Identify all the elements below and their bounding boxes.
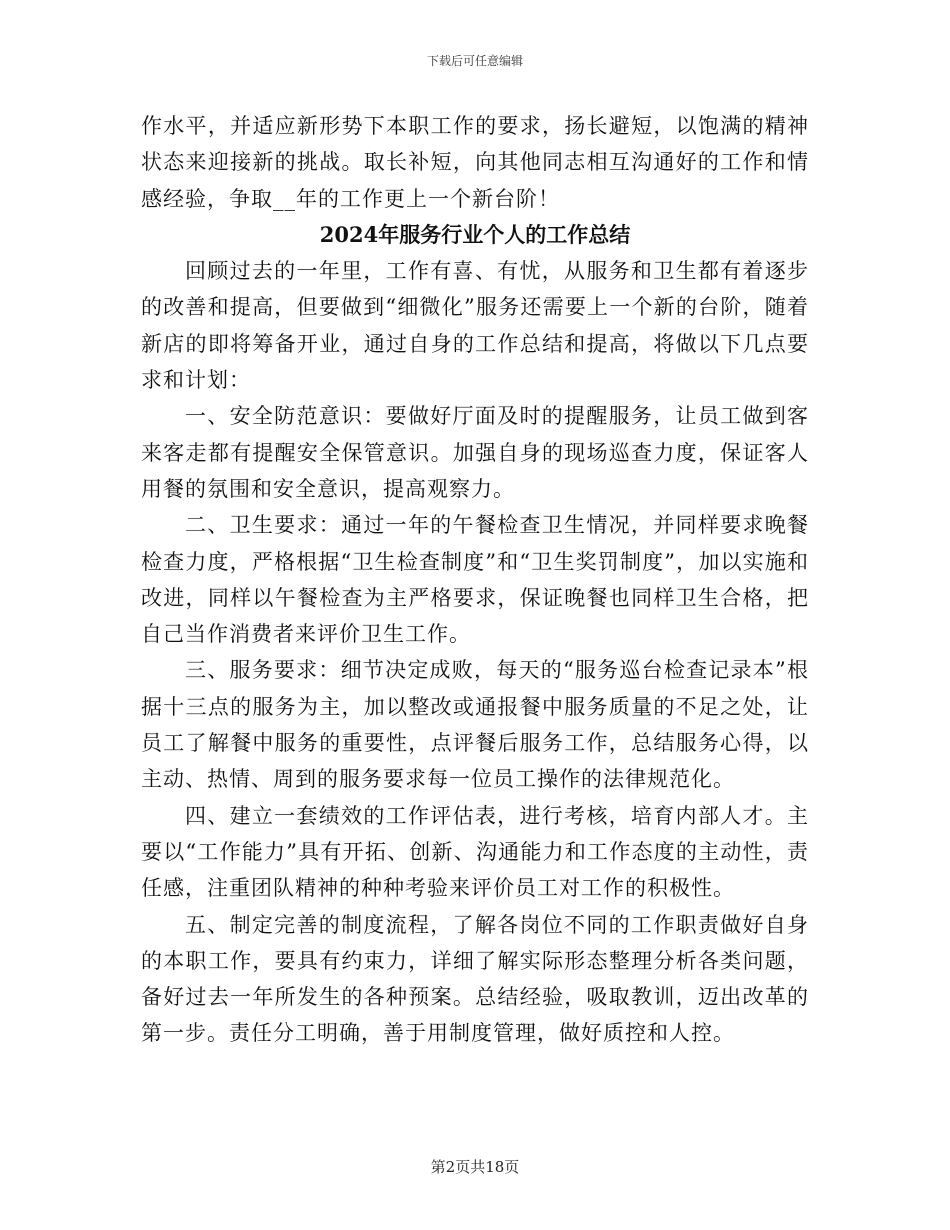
paragraph-hygiene: 二、卫生要求：通过一年的午餐检查卫生情况，并同样要求晚餐检查力度，严格根据“卫生检查制度”和“卫生奖罚制度”，加以实施和改进，同样以午餐检查为主严格要求，保证晚餐也同样卫生合格，把自己当作消费者来评价卫生工作。	[141, 513, 809, 647]
paragraph-safety: 一、安全防范意识：要做好厅面及时的提醒服务，让员工做到客来客走都有提醒安全保管意识。加强自身的现场巡查力度，保证客人用餐的氛围和安全意识，提高观察力。	[141, 404, 809, 501]
document-body	[141, 108, 809, 1052]
paragraph-evaluation: 四、建立一套绩效的工作评估表，进行考核，培育内部人才。主要以“工作能力”具有开拓、创新、沟通能力和工作态度的主动性，责任感，注重团队精神的种种考验来评价员工对工作的积极性。	[141, 803, 809, 901]
paragraph-review: 回顾过去的一年里，工作有喜、有忧，从服务和卫生都有着逐步的改善和提高，但要做到“细微化”服务还需要上一个新的台阶，随着新店的即将筹备开业，通过自身的工作总结和提高，将做以下几点要求和计划：	[141, 259, 809, 393]
page-number: 第2页共18页	[430, 1158, 520, 1176]
page-header-note: 下载后可任意编辑	[426, 54, 523, 68]
paragraph-service: 三、服务要求：细节决定成败，每天的“服务巡台检查记录本”根据十三点的服务为主，加以整改或通报餐中服务质量的不足之处，让员工了解餐中服务的重要性，点评餐后服务工作，总结服务心得，以主动、热情、周到的服务要求每一位员工操作的法律规范化。	[141, 658, 809, 792]
intro-paragraph: 作水平，并适应新形势下本职工作的要求，扬长避短，以饱满的精神状态来迎接新的挑战。取长补短，向其他同志相互沟通好的工作和情感经验，争取__年的工作更上一个新台阶！	[141, 114, 809, 211]
section-title: 2024年服务行业个人的工作总结	[319, 221, 631, 247]
paragraph-process: 五、制定完善的制度流程，了解各岗位不同的工作职责做好自身的本职工作，要具有约束力，详细了解实际形态整理分析各类问题，备好过去一年所发生的各种预案。总结经验，吸取教训，迈出改革的第一步。责任分工明确，善于用制度管理，做好质控和人控。	[141, 912, 809, 1046]
